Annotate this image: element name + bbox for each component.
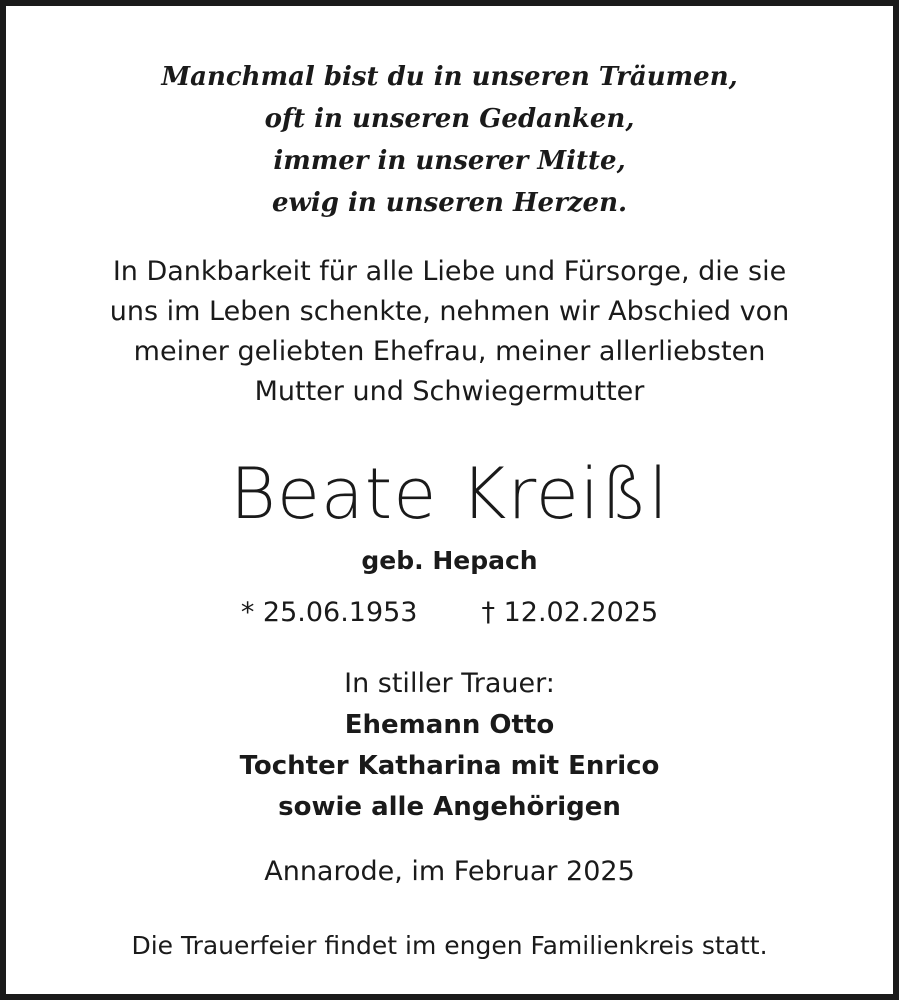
death-date: † 12.02.2025: [481, 597, 659, 628]
place-and-date: Annarode, im Februar 2025: [264, 856, 635, 887]
farewell-line: In Dankbarkeit für alle Liebe und Fürsorge, die sie: [112, 256, 787, 287]
poem-line: Manchmal bist du in unseren Träumen,: [161, 62, 738, 92]
mourner-entry: sowie alle Angehörigen: [278, 792, 621, 822]
memorial-poem: [6, 56, 893, 224]
funeral-service-note: Die Trauerfeier findet im engen Familienkreis statt.: [131, 931, 768, 960]
farewell-line: meiner geliebten Ehefrau, meiner allerliebsten: [133, 336, 766, 367]
birth-name: geb. Hepach: [361, 546, 538, 575]
mourner-entry: Ehemann Otto: [344, 710, 555, 740]
mourning-heading: In stiller Trauer:: [344, 668, 555, 699]
poem-line: oft in unseren Gedanken,: [264, 104, 635, 134]
mourner-entry: Tochter Katharina mit Enrico: [239, 751, 660, 781]
farewell-text: [6, 252, 893, 412]
poem-line: immer in unserer Mitte,: [273, 146, 626, 176]
life-dates: [6, 594, 893, 632]
deceased-name: Beate Kreißl: [229, 453, 669, 535]
mourners-list: [6, 705, 893, 828]
farewell-line: Mutter und Schwiegermutter: [254, 376, 645, 407]
farewell-line: uns im Leben schenkte, nehmen wir Abschied von: [109, 296, 790, 327]
birth-date: * 25.06.1953: [240, 597, 418, 628]
poem-line: ewig in unseren Herzen.: [271, 188, 628, 218]
